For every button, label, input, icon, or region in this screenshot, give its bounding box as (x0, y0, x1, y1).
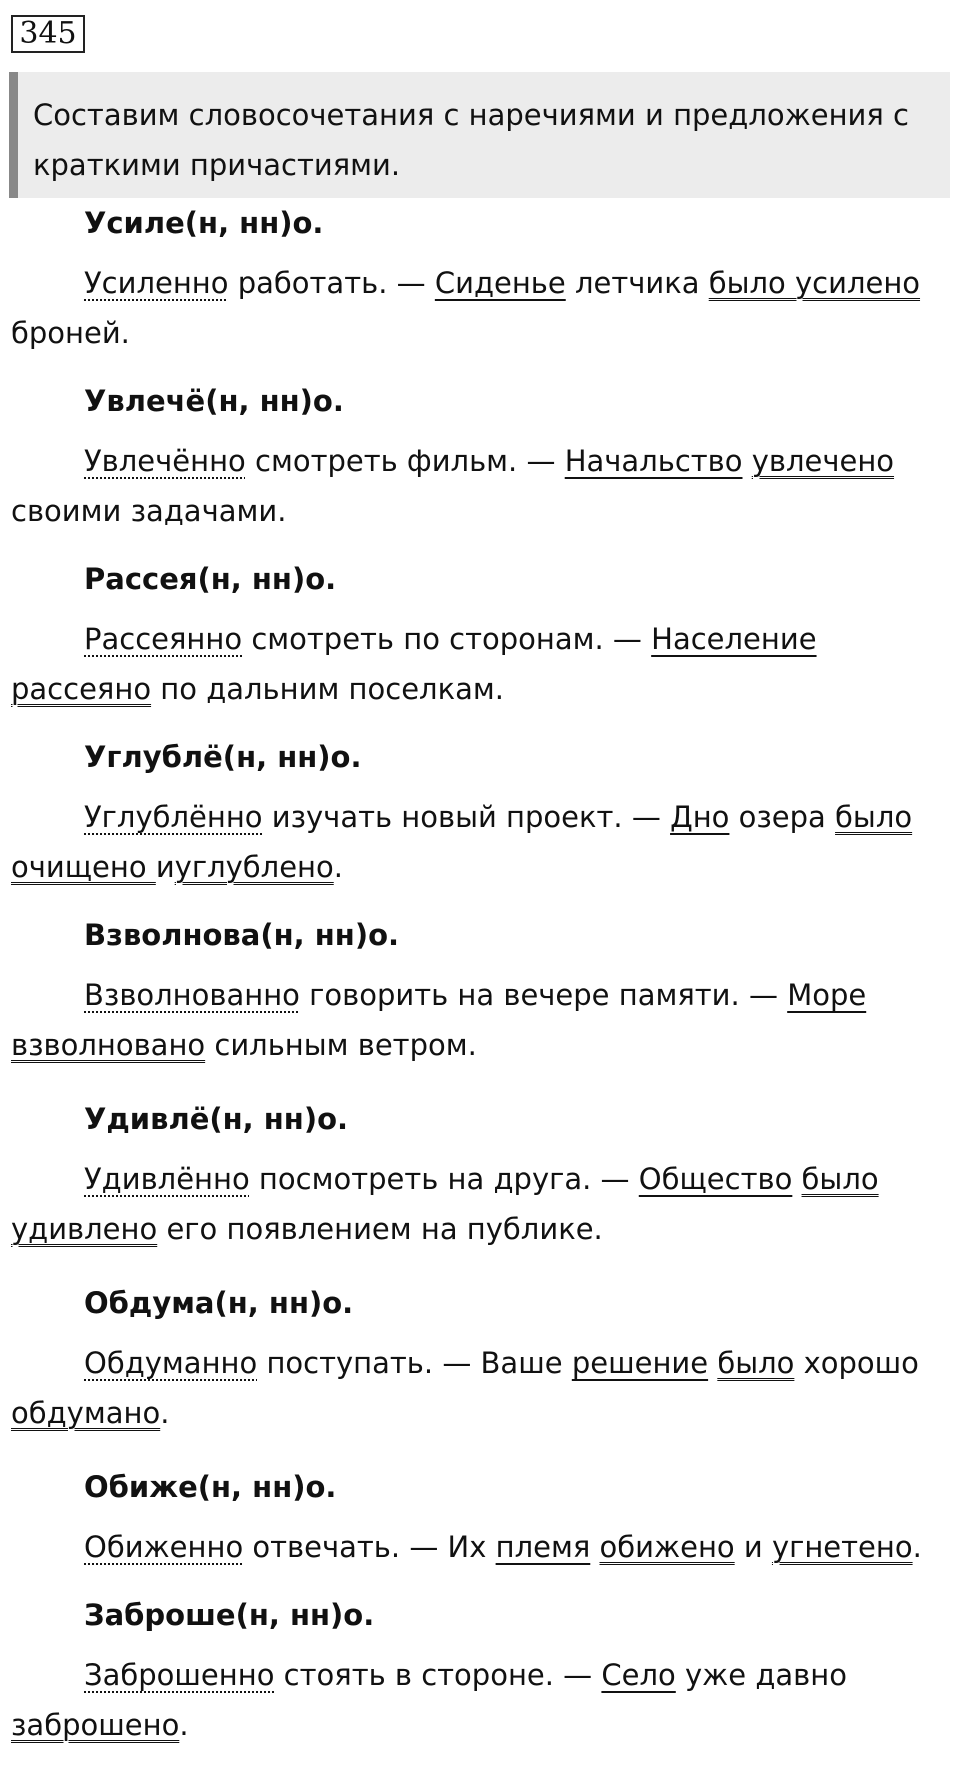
text-fragment: изучать новый проект. — (262, 800, 671, 834)
text-fragment: посмотреть на друга. — (249, 1162, 639, 1196)
adverb: Удивлённо (84, 1162, 250, 1196)
entry (0, 198, 960, 358)
subject: Сиденье (434, 266, 566, 300)
text-fragment: . (333, 850, 343, 884)
subject: племя (495, 1530, 591, 1564)
text-fragment: и (155, 850, 175, 884)
predicate: углублено (174, 850, 334, 884)
text-fragment: смотреть по сторонам. — (242, 622, 652, 656)
entry-text (0, 1650, 960, 1750)
text-fragment: его появлением на публике. (157, 1212, 603, 1246)
text-fragment: работать. — (228, 266, 435, 300)
text-fragment: хорошо (794, 1346, 919, 1380)
text-fragment (590, 1530, 599, 1564)
entry-text (0, 1338, 960, 1438)
entry-heading: Обдума(н, нн)о. (84, 1286, 354, 1320)
adverb: Рассеянно (84, 622, 243, 656)
predicate: угнетено (771, 1530, 913, 1564)
entry-heading: Рассея(н, нн)о. (84, 562, 337, 596)
subject: решение (571, 1346, 709, 1380)
adverb: Усиленно (84, 266, 229, 300)
text-fragment: своими задачами. (11, 494, 287, 528)
predicate: рассеяно (11, 672, 152, 706)
subject: Население (651, 622, 817, 656)
adverb: Обиженно (84, 1530, 244, 1564)
subject: Общество (638, 1162, 793, 1196)
text-fragment: . (160, 1396, 170, 1430)
text-fragment (792, 1162, 801, 1196)
entry (0, 376, 960, 536)
text-fragment (743, 444, 752, 478)
entry-heading: Увлечё(н, нн)о. (84, 384, 344, 418)
entry-text (0, 1522, 960, 1572)
predicate: было (717, 1346, 795, 1380)
entry (0, 910, 960, 1070)
entry (0, 554, 960, 714)
entry-heading: Обиже(н, нн)о. (84, 1470, 337, 1504)
task-statement: Составим словосочетания с наречиями и предложения с краткими причастиями. (9, 72, 950, 198)
text-fragment: поступать. — Ваше (257, 1346, 572, 1380)
adverb: Увлечённо (84, 444, 246, 478)
entry-text (0, 258, 960, 358)
text-fragment: и (734, 1530, 772, 1564)
subject: Село (601, 1658, 676, 1692)
text-fragment: летчика (565, 266, 709, 300)
entry (0, 1590, 960, 1750)
subject: Море (787, 978, 867, 1012)
text-fragment: говорить на вечере памяти. — (299, 978, 788, 1012)
adverb: Обдуманно (84, 1346, 258, 1380)
entry-text (0, 970, 960, 1070)
entry (0, 1462, 960, 1572)
predicate: заброшено (11, 1708, 180, 1742)
predicate: было усилено (708, 266, 921, 300)
predicate: было очищено (11, 800, 913, 884)
text-fragment: сильным ветром. (205, 1028, 477, 1062)
text-fragment: . (912, 1530, 922, 1564)
text-fragment: отвечать. — Их (243, 1530, 496, 1564)
entry-heading: Удивлё(н, нн)о. (84, 1102, 349, 1136)
adverb: Взволнованно (84, 978, 300, 1012)
text-fragment (708, 1346, 717, 1380)
predicate: увлечено (751, 444, 895, 478)
entry-heading: Заброше(н, нн)о. (84, 1598, 375, 1632)
entry (0, 1094, 960, 1254)
entry-text (0, 614, 960, 714)
adverb: Заброшенно (84, 1658, 275, 1692)
entry-heading: Взволнова(н, нн)о. (84, 918, 400, 952)
entry-text (0, 436, 960, 536)
text-fragment: озера (729, 800, 836, 834)
text-fragment: . (179, 1708, 189, 1742)
predicate: взволновано (11, 1028, 206, 1062)
predicate: было удивлено (11, 1162, 879, 1246)
entry-heading: Усиле(н, нн)о. (84, 206, 324, 240)
entries-list (0, 198, 960, 1768)
text-fragment: броней. (11, 316, 130, 350)
text-fragment: уже давно (675, 1658, 847, 1692)
text-fragment: смотреть фильм. — (245, 444, 565, 478)
entry (0, 1278, 960, 1438)
exercise-number: 345 (11, 15, 85, 53)
subject: Дно (670, 800, 730, 834)
entry-heading: Углублё(н, нн)о. (84, 740, 362, 774)
entry (0, 732, 960, 892)
predicate: обижено (599, 1530, 735, 1564)
predicate: обдумано (11, 1396, 161, 1430)
entry-text (0, 1154, 960, 1254)
subject: Начальство (564, 444, 743, 478)
entry-text (0, 792, 960, 892)
text-fragment: стоять в стороне. — (274, 1658, 602, 1692)
adverb: Углублённо (84, 800, 263, 834)
text-fragment: по дальним поселкам. (151, 672, 504, 706)
